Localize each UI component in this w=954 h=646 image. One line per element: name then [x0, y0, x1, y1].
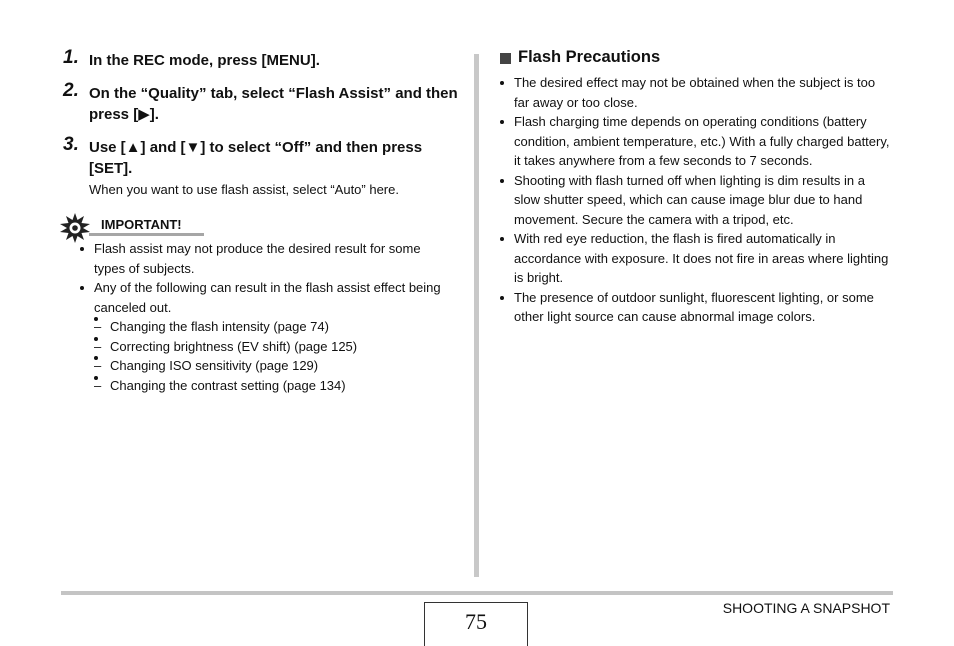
list-item: Shooting with flash turned off when lighting is dim results in a slow shutter speed, which can cause image blur due to hand movement. Secure the camera with a tripod, etc.: [498, 171, 892, 230]
step-note: When you want to use flash assist, select “Auto” here.: [89, 182, 399, 197]
list-item: The desired effect may not be obtained when the subject is too far away or too close.: [498, 73, 892, 112]
list-item: With red eye reduction, the flash is fired automatically in accordance with exposure. It does not fire in areas where lighting is bright.: [498, 229, 892, 288]
important-underline: [89, 233, 204, 236]
page-number: 75: [424, 602, 528, 646]
list-item: The presence of outdoor sunlight, fluorescent lighting, or some other light source can cause abnormal image colors.: [498, 288, 892, 327]
footer-rule: [61, 591, 893, 595]
step-number: 2.: [63, 80, 79, 101]
section-square-icon: [500, 53, 511, 64]
section-title: Flash Precautions: [518, 48, 661, 66]
step-2: [63, 80, 463, 125]
list-item: [78, 278, 450, 395]
important-list: [78, 239, 450, 395]
step-3: [63, 134, 463, 199]
step-number: 1.: [63, 47, 79, 68]
sub-list: [94, 317, 450, 395]
sub-list-item: – Changing the contrast setting (page 134): [94, 376, 450, 396]
sub-list-item: – Changing ISO sensitivity (page 129): [94, 356, 450, 376]
column-divider: [474, 54, 479, 577]
list-item-text: Any of the following can result in the flash assist effect being canceled out.: [94, 280, 441, 315]
list-item: Flash assist may not produce the desired result for some types of subjects.: [78, 239, 450, 278]
footer-section-title: SHOOTING A SNAPSHOT: [722, 600, 890, 616]
sub-list-item: – Changing the flash intensity (page 74): [94, 317, 450, 337]
precautions-list: [498, 73, 892, 327]
step-1: [63, 47, 463, 71]
step-number: 3.: [63, 134, 79, 155]
step-instruction: Use [▲] and [▼] to select “Off” and then press [SET].: [89, 139, 423, 177]
step-instruction: On the “Quality” tab, select “Flash Assist” and then press [▶].: [89, 85, 458, 123]
step-instruction: In the REC mode, press [MENU].: [89, 52, 320, 69]
important-label: IMPORTANT!: [101, 217, 182, 232]
list-item: Flash charging time depends on operating conditions (battery condition, ambient temperature, etc.) With a fully charged battery, it takes anywhere from a few seconds to 7 seconds.: [498, 112, 892, 171]
sub-list-item: – Correcting brightness (EV shift) (page 125): [94, 337, 450, 357]
